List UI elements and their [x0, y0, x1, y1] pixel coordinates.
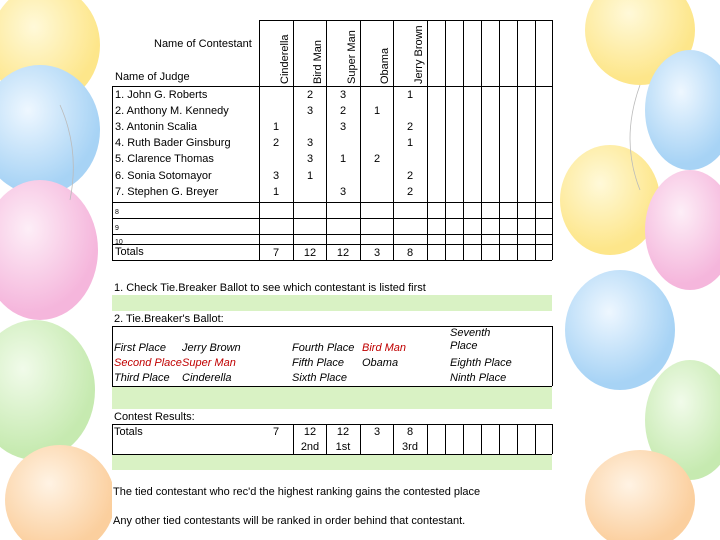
step-1-instruction: 1. Check Tie.Breaker Ballot to see which contestant is listed first	[114, 282, 426, 294]
third-place-label: Third Place	[114, 372, 170, 384]
results-totals-label: Totals	[114, 426, 143, 438]
row-number-9: 9	[115, 225, 119, 232]
result-total-cell: 7	[272, 426, 280, 438]
score-cell: 2	[406, 170, 414, 182]
highlight-band	[112, 295, 552, 311]
note-line-2: Any other tied contestants will be ranked in order behind that contestant.	[113, 515, 466, 527]
row-number-10: 10	[115, 239, 123, 246]
spreadsheet	[112, 0, 552, 540]
fifth-place-label: Fifth Place	[292, 357, 344, 369]
score-cell: 2	[406, 121, 414, 133]
second-place-value: Super Man	[182, 357, 236, 369]
score-cell: 3	[339, 121, 347, 133]
rank-cell: 2nd	[300, 441, 320, 453]
column-header-super-man: Super Man	[346, 30, 358, 84]
contest-results-heading: Contest Results:	[114, 411, 195, 423]
result-total-cell: 8	[406, 426, 414, 438]
total-cell: 12	[336, 247, 350, 259]
name-of-contestant-label: Name of Contestant	[154, 38, 252, 50]
note-line-1: The tied contestant who rec'd the highest ranking gains the contested place	[113, 486, 481, 498]
score-cell: 1	[272, 121, 280, 133]
column-header-cinderella: Cinderella	[279, 34, 291, 84]
judge-name: 6. Sonia Sotomayor	[115, 170, 212, 182]
balloon-blue-right-2	[565, 270, 675, 390]
name-of-judge-label: Name of Judge	[115, 71, 190, 83]
column-header-obama: Obama	[379, 47, 391, 84]
seventh-place-label: Seventh Place	[450, 327, 491, 352]
ninth-place-label: Ninth Place	[450, 372, 507, 384]
score-cell: 2	[339, 105, 347, 117]
score-cell: 2	[306, 89, 314, 101]
score-cell: 2	[373, 153, 381, 165]
total-cell: 12	[303, 247, 317, 259]
judge-name: 2. Anthony M. Kennedy	[115, 105, 229, 117]
score-cell: 3	[272, 170, 280, 182]
judge-name: 3. Antonin Scalia	[115, 121, 197, 133]
judge-name: 1. John G. Roberts	[115, 89, 208, 101]
balloon-green-left	[0, 320, 95, 460]
score-cell: 2	[272, 137, 280, 149]
column-header-bird-man: Bird Man	[312, 39, 324, 84]
result-total-cell: 12	[336, 426, 350, 438]
third-place-value: Cinderella	[182, 372, 232, 384]
highlight-band	[112, 387, 552, 409]
balloon-pink-left	[0, 180, 98, 320]
first-place-label: First Place	[114, 342, 166, 354]
eighth-place-label: Eighth Place	[450, 357, 512, 369]
fourth-place-value: Bird Man	[362, 342, 407, 354]
total-cell: 7	[272, 247, 280, 259]
score-cell: 1	[306, 170, 314, 182]
score-cell: 1	[406, 137, 414, 149]
score-cell: 3	[306, 105, 314, 117]
score-cell: 3	[339, 186, 347, 198]
sixth-place-label: Sixth Place	[292, 372, 348, 384]
score-cell: 3	[306, 153, 314, 165]
judge-name: 5. Clarence Thomas	[115, 153, 214, 165]
totals-label: Totals	[115, 246, 144, 258]
first-place-value: Jerry Brown	[182, 342, 241, 354]
rank-cell: 1st	[335, 441, 351, 453]
judge-name: 4. Ruth Bader Ginsburg	[115, 137, 231, 149]
rank-cell: 3rd	[402, 441, 418, 453]
score-cell: 3	[339, 89, 347, 101]
balloon-orange-left	[5, 445, 115, 540]
score-cell: 2	[406, 186, 414, 198]
score-cell: 1	[373, 105, 381, 117]
total-cell: 3	[373, 247, 381, 259]
second-place-label: Second Place	[114, 357, 182, 369]
total-cell: 8	[406, 247, 414, 259]
column-header-jerry-brown: Jerry Brown	[413, 25, 425, 84]
score-cell: 1	[406, 89, 414, 101]
highlight-band	[112, 455, 552, 470]
judge-name: 7. Stephen G. Breyer	[115, 186, 219, 198]
result-total-cell: 3	[373, 426, 381, 438]
score-cell: 3	[306, 137, 314, 149]
fifth-place-value: Obama	[362, 357, 399, 369]
row-number-8: 8	[115, 209, 119, 216]
fourth-place-label: Fourth Place	[292, 342, 355, 354]
step-2-instruction: 2. Tie.Breaker's Ballot:	[114, 313, 224, 325]
result-total-cell: 12	[303, 426, 317, 438]
balloon-yellow-right-2	[560, 145, 660, 255]
score-cell: 1	[272, 186, 280, 198]
score-cell: 1	[339, 153, 347, 165]
